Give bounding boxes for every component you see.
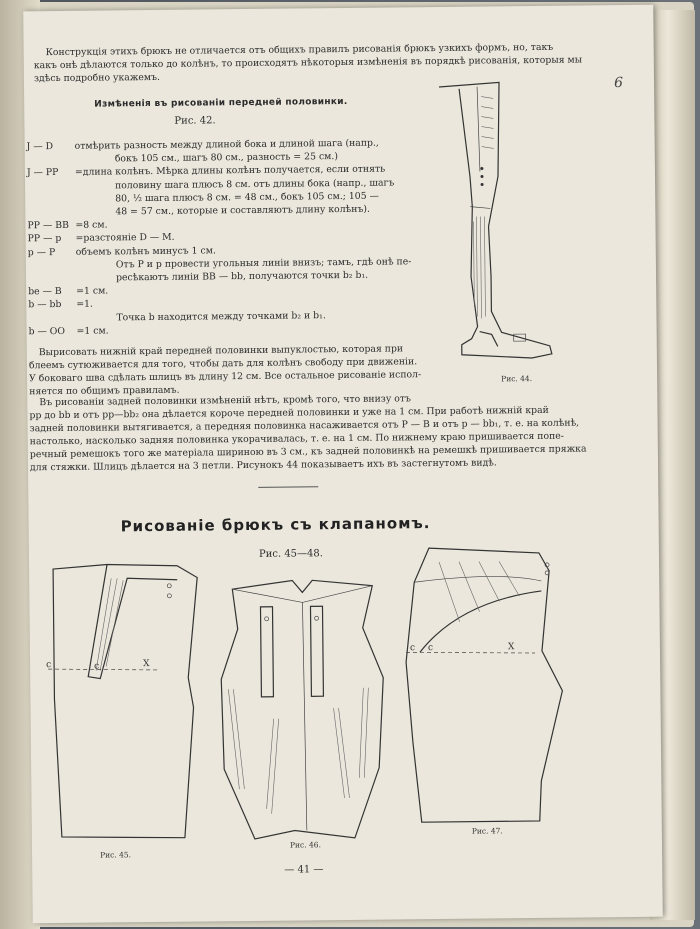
section-heading: Рисованіе брюкъ съ клапаномъ. (120, 514, 431, 536)
formula-text: =разстояніе D — M. (75, 232, 175, 245)
formula-text: =1 см. (76, 285, 109, 297)
formula-left-term: J — PP (26, 167, 59, 179)
figure-44-leg-drawing (429, 76, 562, 367)
formula-text: половину шага плюсъ 8 см. отъ длины бока (напр., шагъ (115, 177, 395, 191)
margin-note: 6 (613, 75, 624, 92)
intro-line: какъ онѣ дѣлаются только до колѣнъ, то происходятъ нѣкоторыя измѣненія въ порядкѣ рисованія, которыя мы (33, 54, 583, 72)
formula-left-term: PP — BB (27, 220, 69, 232)
formula-left-term: p — P (27, 246, 56, 258)
figure-reference: Рис. 42. (174, 115, 216, 127)
paragraph-line: задней половинки вытягивается, а передняя половинка насаживается отъ P — B и отъ p — bb₁, т. е. на колѣнѣ, (29, 417, 580, 435)
paragraph-line: речный ремешокъ того же матеріала шириною въ 3 см., къ задней половинкѣ на ремешкѣ пришивается пряжка (29, 443, 587, 461)
paragraph-line: Въ рисованіи задней половинки измѣненій нѣтъ, кромѣ того, что внизу отъ (39, 393, 412, 409)
formula-text: объемъ колѣнъ минусъ 1 см. (75, 244, 216, 258)
figure-46-back-view-pattern (212, 568, 390, 850)
formula-text: ресѣкаютъ линіи BB — bb, получаются точки b₂ b₁. (115, 269, 369, 284)
page-number: — 41 — (284, 864, 324, 876)
point-label-x: X (507, 642, 515, 653)
formula-left-term: b — OO (28, 325, 66, 338)
point-label-c: c (46, 660, 52, 671)
figure-caption: Рис. 46. (289, 840, 321, 850)
point-label-c: c (409, 643, 416, 654)
section-divider (258, 486, 318, 488)
paragraph-line: для стяжки. Шлицъ дѣлается на 3 петли. Рисунокъ 44 показываетъ ихъ въ застегнутомъ видѣ. (29, 457, 497, 474)
formula-text: 80, ½ шага плюсъ 8 см. = 48 см., бокъ 105 см.; 105 — (115, 190, 379, 205)
formula-text: =8 см. (75, 219, 108, 231)
paragraph-line: У боковаго шва сдѣлать шлицъ въ длину 12 см. Все остальное рисованіе испол- (29, 369, 422, 385)
formula-text: Точка b находится между точками b₂ и b₁. (116, 309, 326, 323)
intro-line: Конструкція этихъ брюкъ не отличается отъ общихъ правилъ рисованія брюкъ узкихъ формъ, но, такъ (45, 41, 554, 59)
formula-text: 48 = 57 см., которые и составляютъ длину колѣнъ). (115, 203, 371, 218)
figure-caption: Рис. 44. (501, 374, 533, 384)
point-label-c: c (427, 643, 434, 654)
formula-text: Отъ P и p провести угольныя линіи внизъ; тамъ, гдѣ онѣ пе- (115, 256, 412, 271)
point-label-c: c (94, 661, 100, 672)
formula-text: =длина колѣнъ. Мѣрка длины колѣнъ получается, если отнять (74, 163, 386, 179)
paragraph-line: настолько, насколько задняя половинка укорачивалась, т. е. на 1 см. По нижнему краю пришивается попе- (29, 430, 564, 448)
paragraph-line: Вырисовать нижній край передней половинки выпуклостью, которая при (38, 343, 404, 359)
paragraph-line: блеемъ сутюживается для того, чтобы дать для колѣнъ свободу при движеніи. (28, 356, 418, 372)
formula-left-term: PP — p (27, 233, 62, 245)
formula-left-term: b — bb (28, 299, 62, 311)
paragraph-line: рр до bb и отъ рр—bb₂ она дѣлается короче передней половинки и уже на 1 см. При работѣ нижній край (29, 404, 549, 422)
formula-text: бокъ 105 см., шагъ 80 см., разность = 25 см.) (114, 151, 339, 165)
paragraph-line: няется по общимъ правиламъ. (29, 384, 180, 398)
figure-47-back-half-pattern (399, 541, 572, 836)
section-heading: Измѣненія въ рисованіи передней половинки. (94, 96, 348, 110)
figure-reference: Рис. 45—48. (258, 548, 323, 560)
intro-line: здѣсь подробно укажемъ. (33, 71, 161, 85)
figure-caption: Рис. 45. (100, 850, 132, 860)
formula-text: =1. (76, 299, 94, 311)
point-label-x: X (143, 659, 150, 670)
formula-left-term: be — B (28, 286, 62, 298)
formula-text: =1 см. (76, 325, 109, 337)
book-page (23, 5, 663, 924)
formula-left-term: J — D (26, 141, 54, 153)
figure-caption: Рис. 47. (471, 826, 503, 836)
formula-text: отмѣрить разность между длиной бока и длиной шага (напр., (74, 137, 379, 152)
figure-45-front-half-pattern (47, 558, 200, 850)
